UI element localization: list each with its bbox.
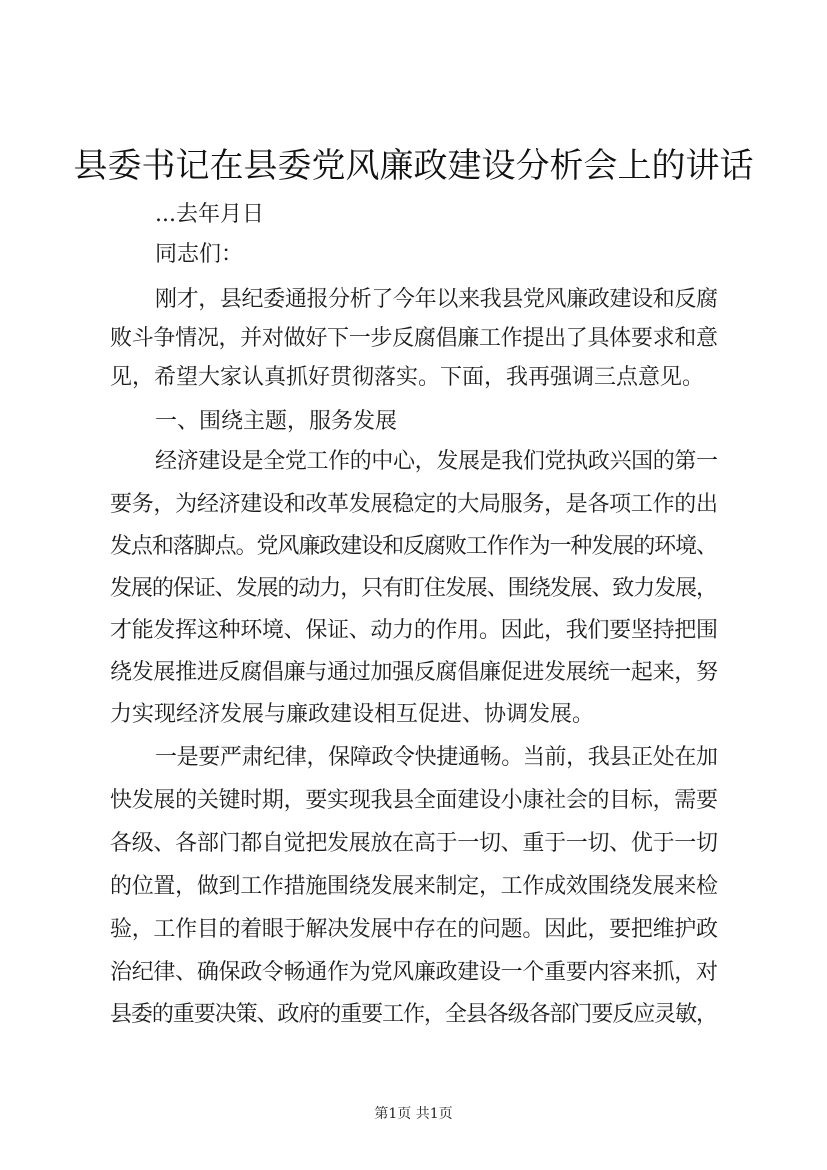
paragraph-line: 的位置，做到工作措施围绕发展来制定，工作成效围绕发展来检 bbox=[110, 874, 718, 899]
section-heading: 一、围绕主题，服务发展 bbox=[155, 409, 398, 434]
paragraph-line: 要务，为经济建设和改革发展稳定的大局服务，是各项工作的出 bbox=[110, 492, 718, 517]
document-title: 县委书记在县委党风廉政建设分析会上的讲话 bbox=[73, 146, 754, 186]
paragraph-line: 治纪律、确保政令畅通作为党风廉政建设一个重要内容来抓，对 bbox=[110, 960, 718, 985]
paragraph-line: 快发展的关键时期，要实现我县全面建设小康社会的目标，需要 bbox=[110, 788, 718, 813]
paragraph-line: 经济建设是全党工作的中心，发展是我们党执政兴国的第一 bbox=[155, 449, 718, 474]
paragraph-line: 县委的重要决策、政府的重要工作，全县各级各部门要反应灵敏， bbox=[110, 1002, 717, 1027]
paragraph-line: 绕发展推进反腐倡廉与通过加强反腐倡廉促进发展统一起来，努 bbox=[110, 660, 718, 685]
paragraph-line: 才能发挥这种环境、保证、动力的作用。因此，我们要坚持把围 bbox=[110, 618, 718, 643]
paragraph-line: 各级、各部门都自觉把发展放在高于一切、重于一切、优于一切 bbox=[110, 831, 718, 856]
paragraph-line: 发展的保证、发展的动力，只有盯住发展、围绕发展、致力发展， bbox=[110, 576, 717, 601]
salutation: 同志们： bbox=[155, 242, 244, 267]
paragraph-line: 验，工作目的着眼于解决发展中存在的问题。因此，要把维护政 bbox=[110, 917, 718, 942]
paragraph-line: 见，希望大家认真抓好贯彻落实。下面，我再强调三点意见。 bbox=[110, 365, 705, 390]
paragraph-line: 力实现经济发展与廉政建设相互促进、协调发展。 bbox=[110, 702, 595, 727]
paragraph-line: 刚才，县纪委通报分析了今年以来我县党风廉政建设和反腐 bbox=[155, 287, 718, 312]
page-footer: 第1页 共1页 bbox=[374, 1106, 453, 1122]
paragraph-line: 败斗争情况，并对做好下一步反腐倡廉工作提出了具体要求和意 bbox=[110, 326, 718, 351]
date-line: ...去年月日 bbox=[155, 202, 264, 227]
paragraph-line: 一是要严肃纪律，保障政令快捷通畅。当前，我县正处在加 bbox=[155, 745, 718, 770]
paragraph-line: 发点和落脚点。党风廉政建设和反腐败工作作为一种发展的环境、 bbox=[110, 534, 717, 559]
